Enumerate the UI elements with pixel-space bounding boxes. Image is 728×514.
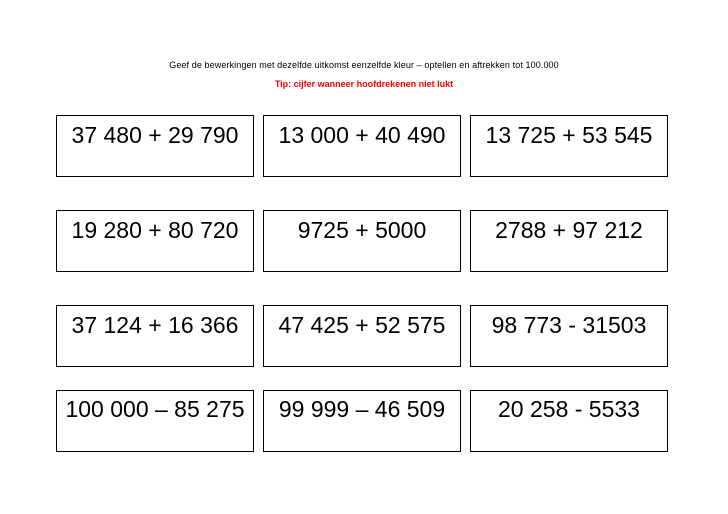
exercise-expression: 9725 + 5000 [297, 217, 427, 243]
exercise-card-4[interactable] [56, 210, 254, 272]
exercise-expression: 99 999 – 46 509 [278, 396, 446, 422]
exercise-card-9[interactable] [470, 305, 668, 367]
exercise-expression: 37 124 + 16 366 [71, 312, 239, 338]
exercise-card-7[interactable] [56, 305, 254, 367]
exercise-expression: 47 425 + 52 575 [278, 312, 446, 338]
exercise-expression: 98 773 - 31503 [491, 312, 647, 338]
exercise-card-8[interactable] [263, 305, 461, 367]
exercise-expression: 37 480 + 29 790 [71, 122, 239, 148]
instruction-text: Geef de bewerkingen met dezelfde uitkomst eenzelfde kleur – optellen en aftrekken tot 100.000 [169, 60, 559, 70]
tip-text: Tip: cijfer wanneer hoofdrekenen niet lukt [274, 79, 454, 89]
exercise-card-6[interactable] [470, 210, 668, 272]
exercise-expression: 13 000 + 40 490 [278, 122, 446, 148]
exercise-card-11[interactable] [263, 390, 461, 452]
exercise-expression: 100 000 – 85 275 [65, 396, 245, 422]
exercise-card-10[interactable] [56, 390, 254, 452]
exercise-expression: 2788 + 97 212 [495, 217, 643, 243]
exercise-card-1[interactable] [56, 115, 254, 177]
exercise-card-5[interactable] [263, 210, 461, 272]
exercise-grid [56, 115, 670, 455]
exercise-card-2[interactable] [263, 115, 461, 177]
exercise-card-3[interactable] [470, 115, 668, 177]
exercise-expression: 13 725 + 53 545 [485, 122, 653, 148]
exercise-card-12[interactable] [470, 390, 668, 452]
exercise-expression: 20 258 - 5533 [498, 396, 640, 422]
exercise-expression: 19 280 + 80 720 [71, 217, 239, 243]
